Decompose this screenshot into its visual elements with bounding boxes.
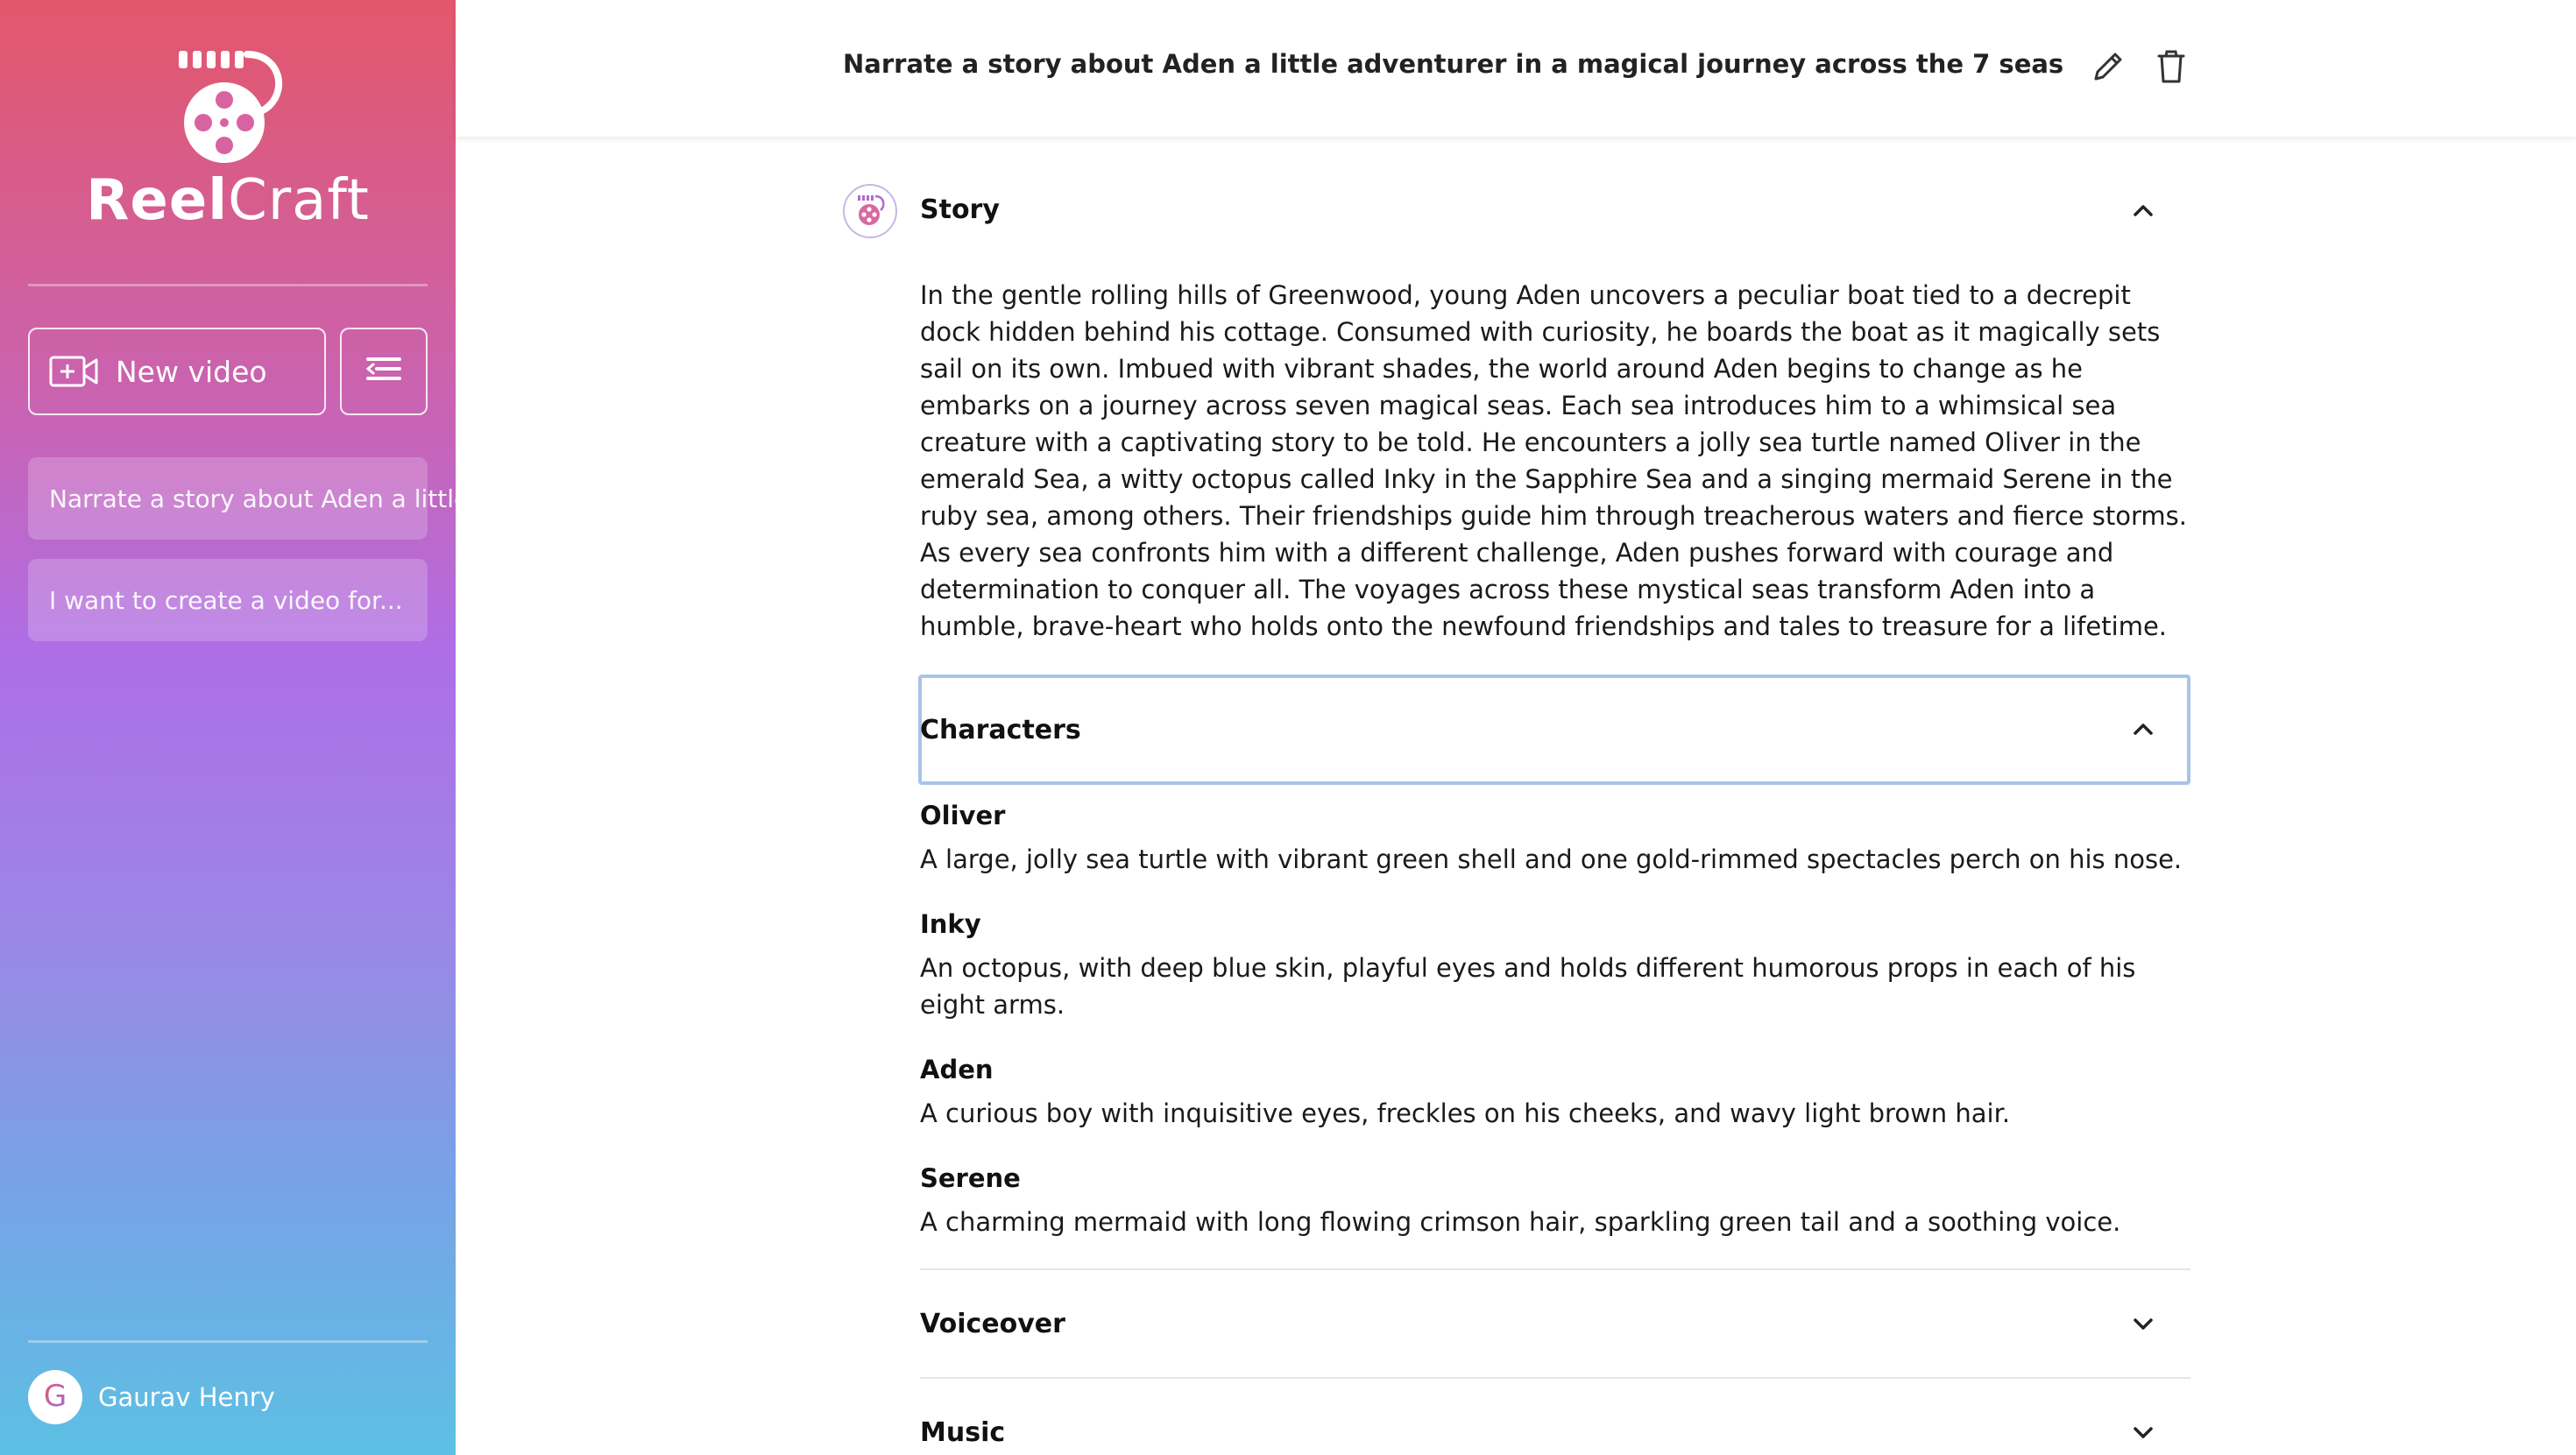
menu-button[interactable] (340, 328, 428, 415)
history-item[interactable] (28, 457, 1092, 540)
page-title: Narrate a story about Aden a little adventurer in a magical journey across the 7 seas (843, 49, 2064, 79)
sidebar-divider (28, 1340, 428, 1343)
character-name: Oliver (920, 801, 1006, 830)
music-accordion-header[interactable] (920, 1388, 2190, 1455)
pencil-icon (2091, 49, 2126, 84)
collapse-menu-icon (364, 354, 403, 389)
section-divider (920, 1377, 2190, 1379)
music-title: Music (920, 1417, 1006, 1448)
character-description: A large, jolly sea turtle with vibrant green shell and one gold-rimmed spectacles perch on his nose. (920, 844, 2183, 874)
music-expand-toggle[interactable] (2127, 1417, 2159, 1449)
history-item-label: Narrate a story about Aden a little adventurer in a magical journey across the 7 seas (49, 484, 1092, 513)
trash-icon (2154, 48, 2189, 85)
voiceover-expand-toggle[interactable] (2127, 1309, 2159, 1340)
characters-collapse-toggle[interactable] (2127, 713, 2159, 745)
story-collapse-toggle[interactable] (2127, 194, 2159, 226)
character-description: A charming mermaid with long flowing crimson hair, sparkling green tail and a soothing voice. (920, 1207, 2121, 1237)
character-description: A curious boy with inquisitive eyes, freckles on his cheeks, and wavy light brown hair. (920, 1098, 2011, 1128)
brand-logo (0, 49, 456, 233)
film-reel-icon (853, 194, 888, 229)
user-profile[interactable] (28, 1370, 275, 1424)
user-initial-icon (35, 1377, 75, 1417)
topbar (456, 0, 2576, 137)
voiceover-accordion-header[interactable] (920, 1279, 2190, 1367)
video-plus-icon (49, 354, 100, 389)
section-divider (920, 1268, 2190, 1270)
edit-button[interactable] (2087, 46, 2129, 88)
characters-accordion-header[interactable] (918, 675, 2190, 785)
svg-text:G: G (43, 1379, 67, 1414)
story-avatar (843, 184, 897, 238)
avatar (28, 1370, 82, 1424)
chevron-up-icon (2133, 203, 2154, 217)
history-item[interactable] (28, 559, 428, 641)
chevron-up-icon (2133, 722, 2154, 736)
character-name: Serene (920, 1163, 1021, 1193)
voiceover-title: Voiceover (920, 1309, 1065, 1339)
new-video-button[interactable] (28, 328, 326, 415)
delete-button[interactable] (2150, 46, 2192, 88)
character-name: Aden (920, 1055, 994, 1084)
character-name: Inky (920, 909, 981, 939)
character-description: An octopus, with deep blue skin, playful eyes and holds different humorous props in each of his eight arms. (920, 953, 2136, 1020)
user-name: Gaurav Henry (98, 1382, 275, 1412)
story-body: In the gentle rolling hills of Greenwood, young Aden uncovers a peculiar boat tied to a decrepit dock hidden behind his cottage. Consumed with curiosity, he boards the boat as it magically sets sail on its own. Imbued with vibrant shades, the world around Aden begins to change as he embarks on a journey across seven magical seas. Each sea introduces him to a whimsical sea creature with a captivating story to be told. He encounters a jolly sea turtle named Oliver in the emerald Sea, a witty octopus called Inky in the Sapphire Sea and a singing mermaid Serene in the ruby sea, among others. Their friendships guide him through treacherous waters and fierce storms. As every sea confronts him with a different challenge, Aden pushes forward with courage and determination to conquer all. The voyages across these mystical seas transform Aden into a humble, brave-heart who holds onto the newfound friendships and tales to treasure for a lifetime. (920, 280, 2187, 641)
film-reel-icon (166, 49, 289, 166)
brand-name: ReelCraft (86, 168, 370, 233)
history-item-label: I want to create a video for... (49, 585, 403, 615)
story-title: Story (920, 194, 1000, 225)
chevron-down-icon (2133, 1317, 2154, 1331)
sidebar-divider (28, 284, 428, 286)
chevron-down-icon (2133, 1426, 2154, 1440)
characters-title: Characters (920, 715, 1081, 745)
new-video-label: New video (116, 354, 267, 389)
